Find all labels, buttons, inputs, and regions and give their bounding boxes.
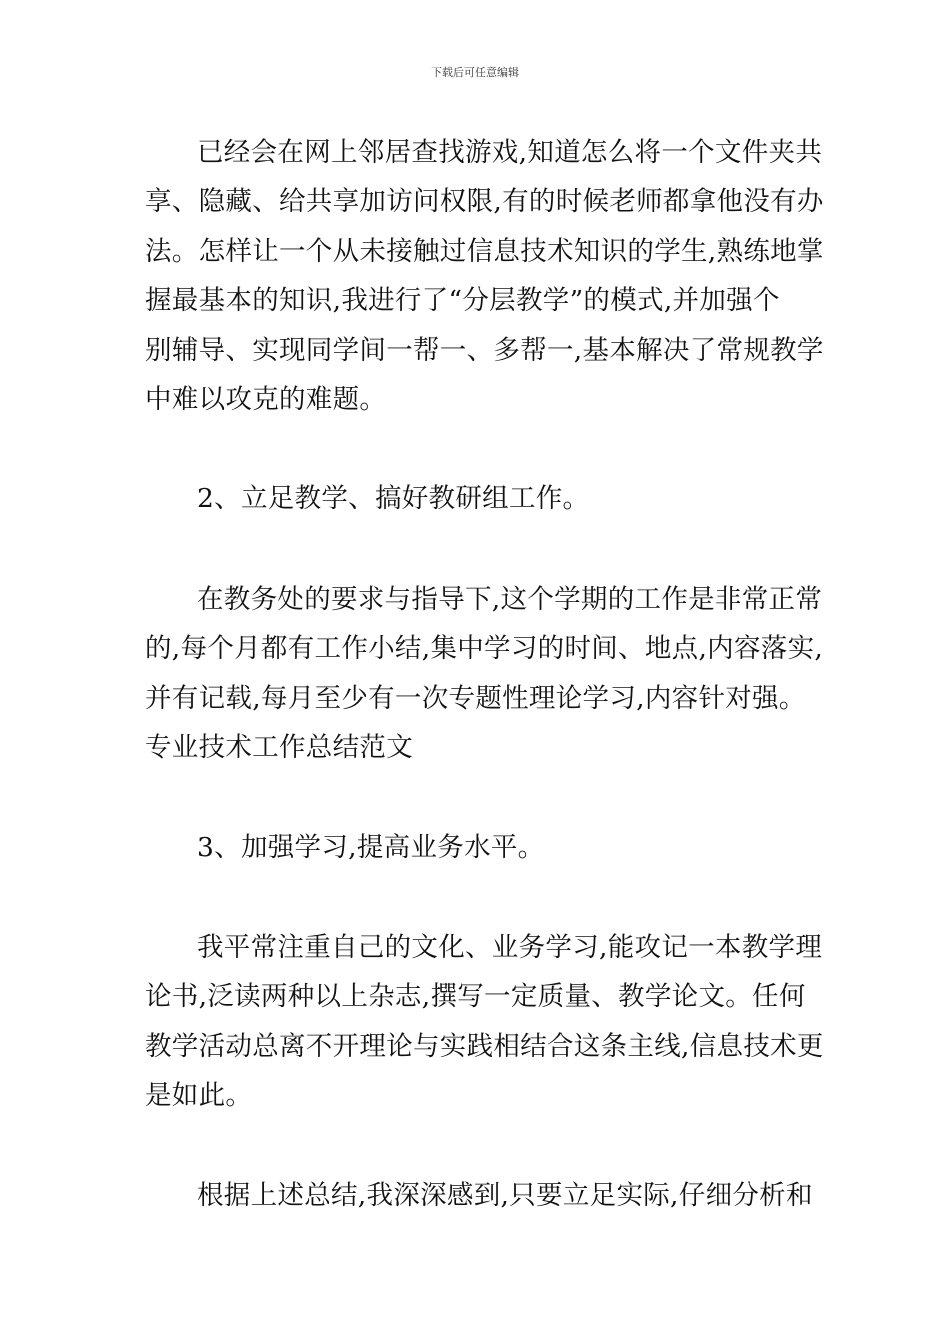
paragraph-line: 并有记载,每月至少有一次专题性理论学习,内容针对强。 (145, 683, 806, 714)
paragraph-line: 我平常注重自己的文化、业务学习,能攻记一本教学理 (197, 932, 823, 963)
section-heading: 3、加强学习,提高业务水平。 (197, 832, 545, 863)
paragraph-line: 论书,泛读两种以上杂志,撰写一定质量、教学论文。任何 (145, 981, 806, 1012)
paragraph-line: 握最基本的知识,我进行了“分层教学”的模式,并加强个 (145, 285, 780, 316)
paragraph-line: 是如此。 (145, 1080, 253, 1111)
paragraph-line: 教学活动总离不开理论与实践相结合这条主线,信息技术更 (145, 1031, 824, 1062)
paragraph-line: 的,每个月都有工作小结,集中学习的时间、地点,内容落实, (145, 633, 824, 664)
paragraph-line: 法。怎样让一个从未接触过信息技术知识的学生,熟练地掌 (145, 236, 824, 267)
page-header: 下载后可任意编辑 (431, 66, 519, 79)
paragraph-line: 根据上述总结,我深深感到,只要立足实际,仔细分析和 (197, 1180, 813, 1211)
paragraph-line: 已经会在网上邻居查找游戏,知道怎么将一个文件夹共 (197, 137, 823, 168)
paragraph-line: 在教务处的要求与指导下,这个学期的工作是非常正常 (197, 584, 823, 615)
section-heading: 2、立足教学、搞好教研组工作。 (197, 483, 590, 514)
paragraph-line: 别辅导、实现同学间一帮一、多帮一,基本解决了常规教学 (145, 335, 824, 366)
paragraph-line: 中难以攻克的难题。 (145, 384, 387, 415)
paragraph-line: 享、隐藏、给共享加访问权限,有的时候老师都拿他没有办 (145, 186, 824, 217)
paragraph-line: 专业技术工作总结范文 (145, 732, 413, 763)
